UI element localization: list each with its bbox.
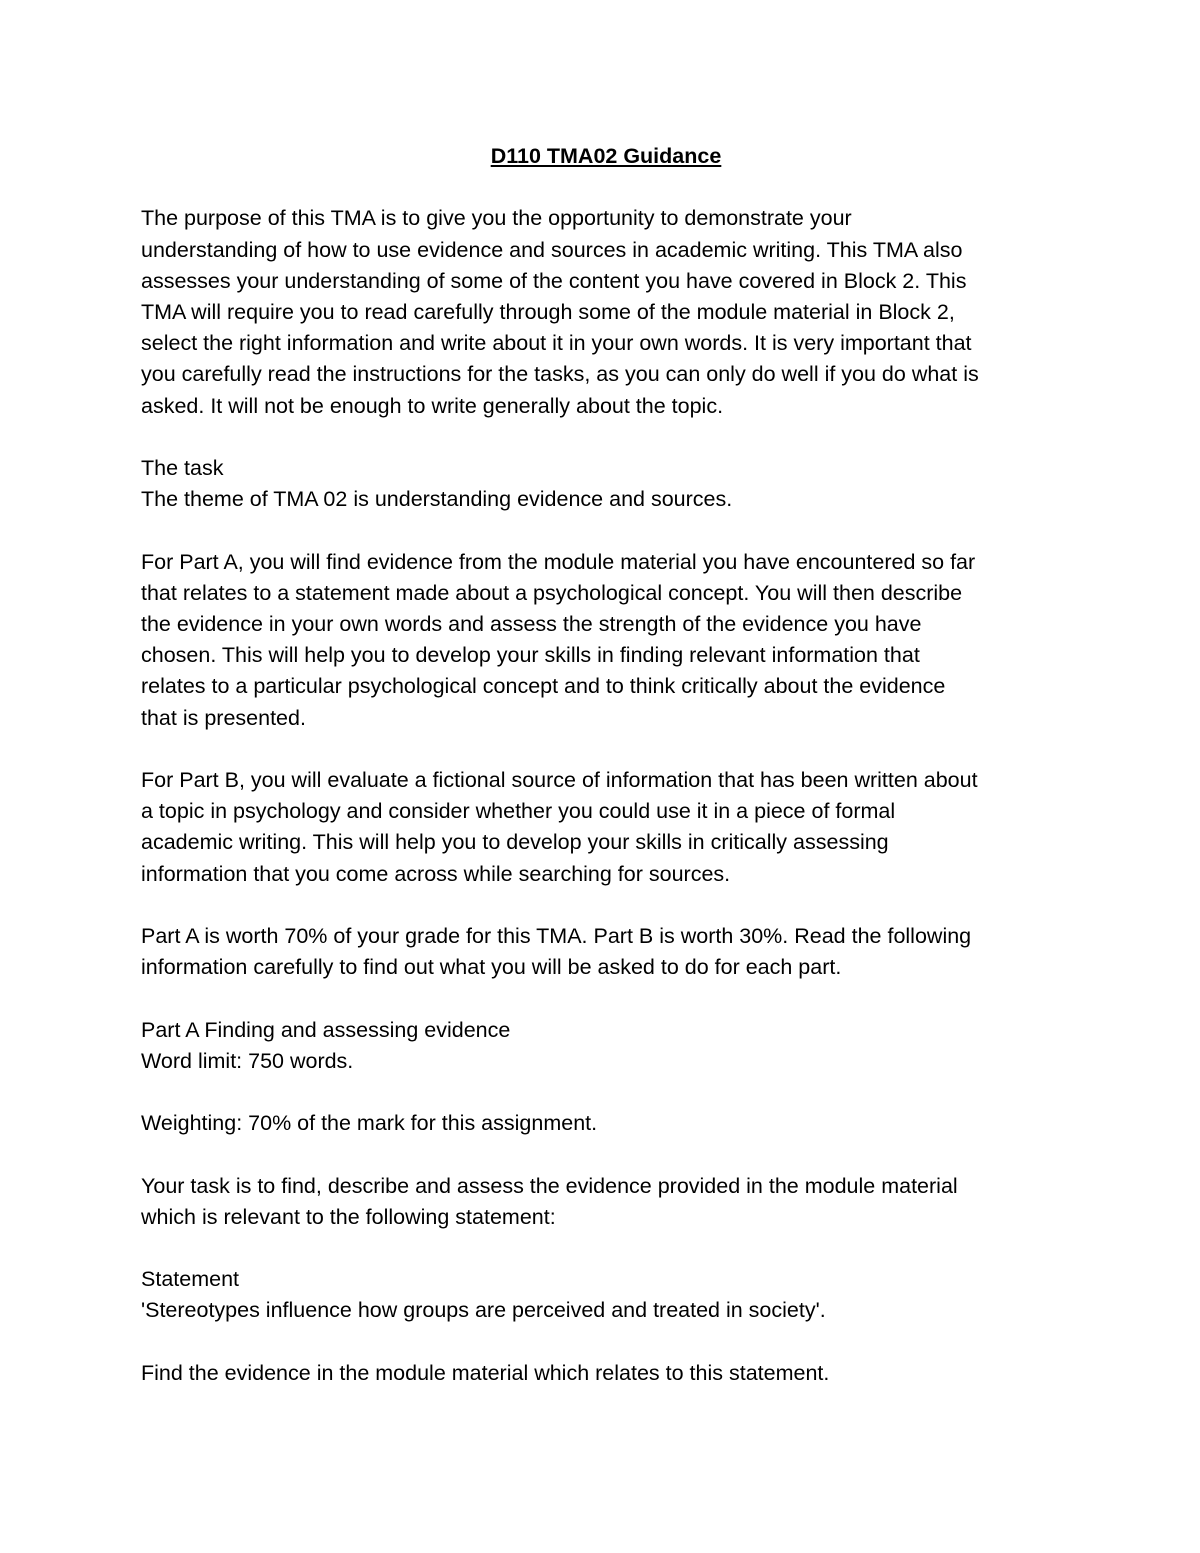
text-line: TMA will require you to read carefully through some of the module material in Block 2,	[141, 300, 955, 324]
section-heading: The task	[141, 456, 224, 480]
text-line: relates to a particular psychological concept and to think critically about the evidence	[141, 674, 946, 699]
text-line: a topic in psychology and consider whether you could use it in a piece of formal	[141, 799, 896, 824]
text-line: understanding of how to use evidence and sources in academic writing. This TMA also	[141, 237, 963, 262]
document-body	[141, 141, 1071, 1420]
text-line: asked. It will not be enough to write generally about the topic.	[141, 393, 724, 418]
paragraph-statement	[141, 1264, 1071, 1326]
paragraph-task	[141, 453, 1071, 515]
weighting-line: Weighting: 70% of the mark for this assignment.	[141, 1111, 598, 1136]
text-line: that relates to a statement made about a psychological concept. You will then describe	[141, 580, 963, 605]
paragraph-weighting-summary	[141, 921, 1071, 983]
text-line: you carefully read the instructions for the tasks, as you can only do well if you do what is	[141, 362, 979, 387]
text-line: information carefully to find out what you will be asked to do for each part.	[141, 955, 842, 980]
text-line: the evidence in your own words and assess the strength of the evidence you have	[141, 612, 922, 636]
text-line: Find the evidence in the module material which relates to this statement.	[141, 1360, 830, 1385]
text-line: For Part A, you will find evidence from the module material you have encountered so far	[141, 549, 976, 574]
paragraph-part-a-weighting	[141, 1108, 1071, 1139]
text-line: information that you come across while searching for sources.	[141, 861, 731, 886]
document-title: D110 TMA02 Guidance	[490, 144, 722, 168]
text-line: The theme of TMA 02 is understanding evidence and sources.	[141, 487, 733, 512]
paragraph-part-a-intro	[141, 547, 1071, 734]
paragraph-part-a-heading	[141, 1015, 1071, 1077]
text-line: select the right information and write about it in your own words. It is very important that	[141, 331, 972, 356]
text-line: which is relevant to the following statement:	[141, 1204, 556, 1229]
paragraph-purpose	[141, 203, 1071, 421]
text-line: For Part B, you will evaluate a fictional source of information that has been written about	[141, 768, 978, 792]
section-heading: Statement	[141, 1267, 239, 1292]
text-line: The purpose of this TMA is to give you the opportunity to demonstrate your	[141, 206, 852, 231]
statement-quote: 'Stereotypes influence how groups are perceived and treated in society'.	[141, 1298, 826, 1323]
word-limit: Word limit: 750 words.	[141, 1048, 354, 1073]
text-line: assesses your understanding of some of the content you have covered in Block 2. This	[141, 268, 967, 293]
text-line: that is presented.	[141, 705, 306, 730]
paragraph-instruction	[141, 1358, 1071, 1389]
text-line: chosen. This will help you to develop your skills in finding relevant information that	[141, 643, 920, 668]
text-line: Part A is worth 70% of your grade for this TMA. Part B is worth 30%. Read the following	[141, 924, 972, 948]
paragraph-part-a-task	[141, 1171, 1071, 1233]
text-line: Your task is to find, describe and assess the evidence provided in the module material	[141, 1173, 958, 1198]
text-line: academic writing. This will help you to develop your skills in critically assessing	[141, 830, 889, 855]
paragraph-part-b-intro	[141, 765, 1071, 890]
section-heading: Part A Finding and assessing evidence	[141, 1017, 511, 1042]
